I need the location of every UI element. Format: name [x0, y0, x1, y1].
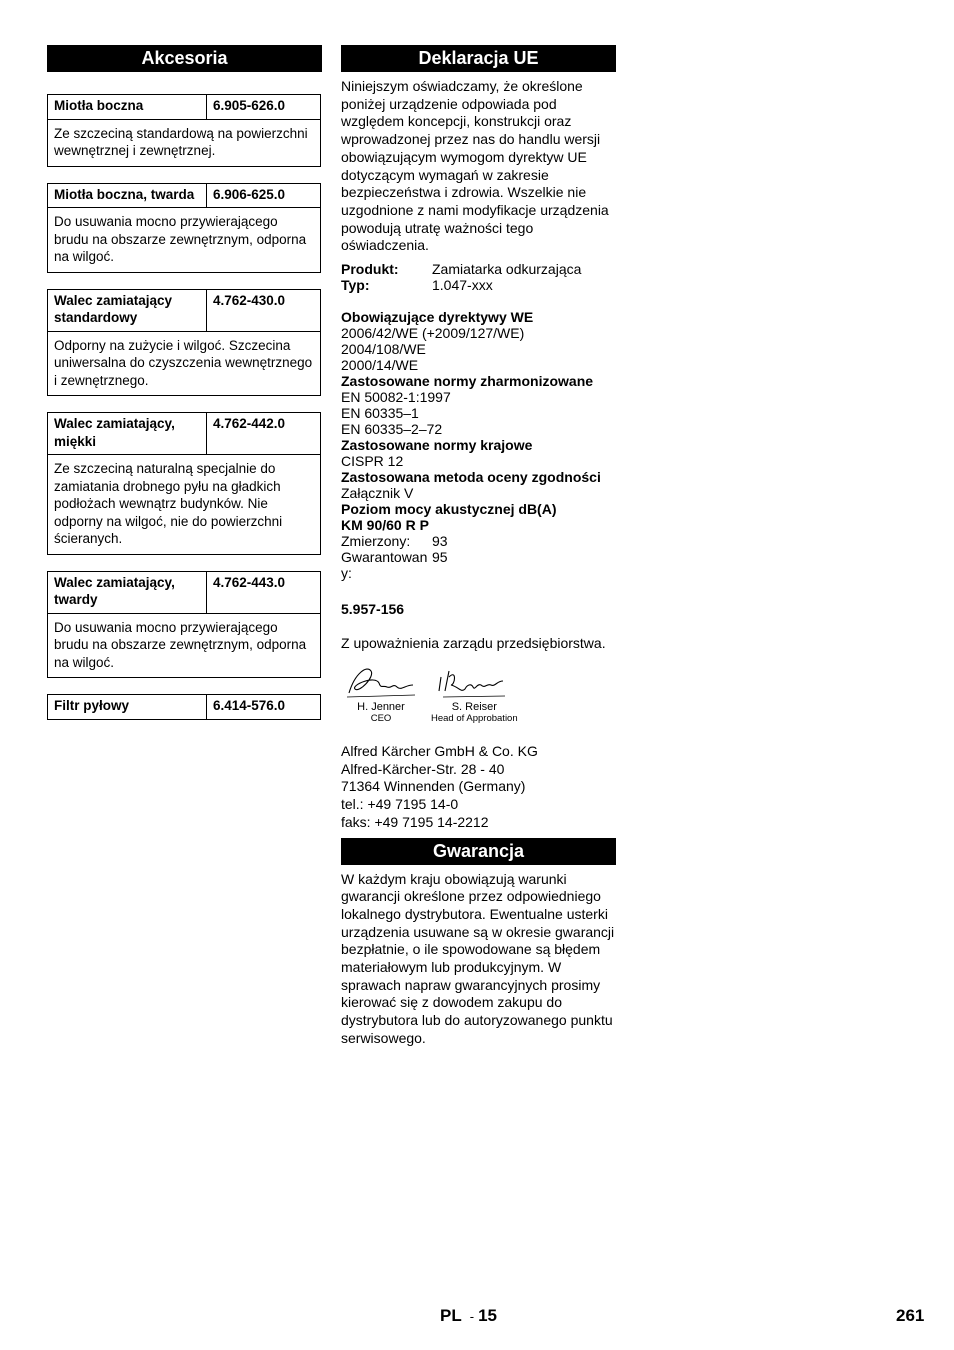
accessory-name: Miotła boczna	[48, 95, 207, 120]
company-fax: faks: +49 7195 14-2212	[341, 813, 489, 830]
company-address	[341, 743, 616, 832]
footer-language: PL	[440, 1306, 462, 1325]
accessory-name: Filtr pyłowy	[48, 695, 207, 720]
directives-block	[341, 309, 616, 581]
type-label: Typ:	[341, 277, 370, 294]
authorization-text: Z upoważnienia zarządu przedsiębiorstwa.	[341, 635, 606, 652]
guaranteed-row	[341, 549, 616, 581]
directive-item: 2006/42/WE (+2009/127/WE)	[341, 325, 525, 342]
accessory-code: 4.762-430.0	[207, 289, 321, 331]
declaration-heading: Deklaracja UE	[341, 45, 616, 72]
conformity-method-heading: Zastosowana metoda oceny zgodności	[341, 469, 601, 486]
conformity-method: Załącznik V	[341, 485, 414, 502]
measured-label: Zmierzony:	[341, 533, 411, 550]
accessory-name: Walec zamiatający standardowy	[48, 289, 207, 331]
directive-item: 2000/14/WE	[341, 357, 419, 374]
handwritten-signature-icon	[345, 663, 417, 701]
signatory-name: S. Reiser	[451, 701, 497, 714]
accessory-description: Do usuwania mocno przywierającego brudu na obszarze zewnętrznym, odporna na wilgoć.	[48, 613, 321, 678]
accessory-table-2	[47, 183, 321, 273]
guaranteed-value: 95	[432, 549, 448, 566]
signature-jenner	[345, 663, 417, 725]
declaration-column	[341, 45, 616, 1048]
product-info	[341, 261, 616, 293]
company-name: Alfred Kärcher GmbH & Co. KG	[341, 743, 538, 760]
warranty-text: W każdym kraju obowiązują warunki gwarancji określone przez odpowiedniego lokalnego dystrybutora. Ewentualne usterki urządzenia usuwane są w okresie gwarancji bezpłatnie, o ile spowodowane są błędem materiałowym lub produkcyjnym. W sprawach napraw gwarancyjnych prosimy kierować się z dowodem zakupu do dystrybutora lub do autoryzowanego punktu serwisowego.	[341, 870, 615, 1046]
company-street: Alfred-Kärcher-Str. 28 - 40	[341, 760, 505, 777]
model-name: KM 90/60 R P	[341, 517, 429, 534]
measured-value: 93	[432, 533, 448, 550]
accessory-code: 4.762-442.0	[207, 413, 321, 455]
standard-item: EN 60335–2–72	[341, 421, 443, 438]
signatory-role: CEO	[370, 713, 392, 725]
declaration-intro: Niniejszym oświadczamy, że określone poniżej urządzenie odpowiada pod względem koncepcji, konstrukcji oraz wprowadzonej przez nas do handlu wersji obowiązującym wymogom dyrektyw UE dotyczącym wymagań w zakresie bezpieczeństwa i zdrowia. Wszelkie nie uzgodnione z nami modyfikacje urządzenia powodują utratę ważności tego oświadczenia.	[341, 78, 609, 254]
standard-item: CISPR 12	[341, 453, 404, 470]
product-label: Produkt:	[341, 261, 399, 278]
footer-language-page	[440, 1306, 497, 1326]
accessory-description: Ze szczeciną standardową na powierzchni wewnętrznej i zewnętrznej.	[48, 119, 321, 166]
accessory-table-1	[47, 94, 321, 167]
accessory-code: 6.906-625.0	[207, 183, 321, 208]
type-value: 1.047-xxx	[432, 277, 493, 294]
directives-heading: Obowiązujące dyrektywy WE	[341, 309, 534, 326]
signatory-name: H. Jenner	[357, 701, 405, 714]
harmonized-standards-heading: Zastosowane normy zharmonizowane	[341, 373, 594, 390]
standard-item: EN 60335–1	[341, 405, 419, 422]
accessory-name: Walec zamiatający, twardy	[48, 571, 207, 613]
order-number: 5.957-156	[341, 601, 405, 618]
page-number: 261	[896, 1306, 925, 1325]
accessory-description: Odporny na zużycie i wilgoć. Szczecina uniwersalna do czyszczenia wewnętrznego i zewnętrznego.	[48, 331, 321, 396]
accessory-table-3	[47, 289, 321, 397]
national-standards-heading: Zastosowane normy krajowe	[341, 437, 533, 454]
company-city: 71364 Winnenden (Germany)	[341, 778, 526, 795]
accessory-code: 6.414-576.0	[207, 695, 321, 720]
accessory-table-6	[47, 694, 321, 720]
accessory-table-5	[47, 571, 321, 679]
accessory-name: Miotła boczna, twarda	[48, 183, 207, 208]
accessory-name: Walec zamiatający, miękki	[48, 413, 207, 455]
product-row	[341, 261, 616, 277]
accessories-heading: Akcesoria	[47, 45, 322, 72]
handwritten-signature-icon	[431, 663, 511, 701]
standard-item: EN 50082-1:1997	[341, 389, 451, 406]
signatures	[341, 663, 616, 725]
accessory-description: Do usuwania mocno przywierającego brudu na obszarze zewnętrznym, odporna na wilgoć.	[48, 208, 321, 273]
measured-row	[341, 533, 616, 549]
guaranteed-label: Gwarantowan y:	[341, 549, 428, 582]
directive-item: 2004/108/WE	[341, 341, 426, 358]
company-phone: tel.: +49 7195 14-0	[341, 796, 459, 813]
accessories-column	[47, 45, 322, 720]
sound-power-heading: Poziom mocy akustycznej dB(A)	[341, 501, 557, 518]
signatory-role: Head of Approbation	[431, 713, 518, 725]
footer-local-page: 15	[478, 1306, 497, 1325]
accessory-code: 6.905-626.0	[207, 95, 321, 120]
accessory-table-4	[47, 412, 321, 555]
accessory-description: Ze szczeciną naturalną specjalnie do zamiatania drobnego pyłu na gładkich podłożach wewnątrz budynków. Nie odporny na wilgoć, nie do powierzchni ścieranych.	[48, 455, 321, 555]
warranty-heading: Gwarancja	[341, 838, 616, 865]
footer-dash: -	[469, 1309, 475, 1324]
accessory-code: 4.762-443.0	[207, 571, 321, 613]
product-value: Zamiatarka odkurzająca	[432, 261, 582, 278]
type-row	[341, 277, 616, 293]
signature-reiser	[431, 663, 518, 725]
